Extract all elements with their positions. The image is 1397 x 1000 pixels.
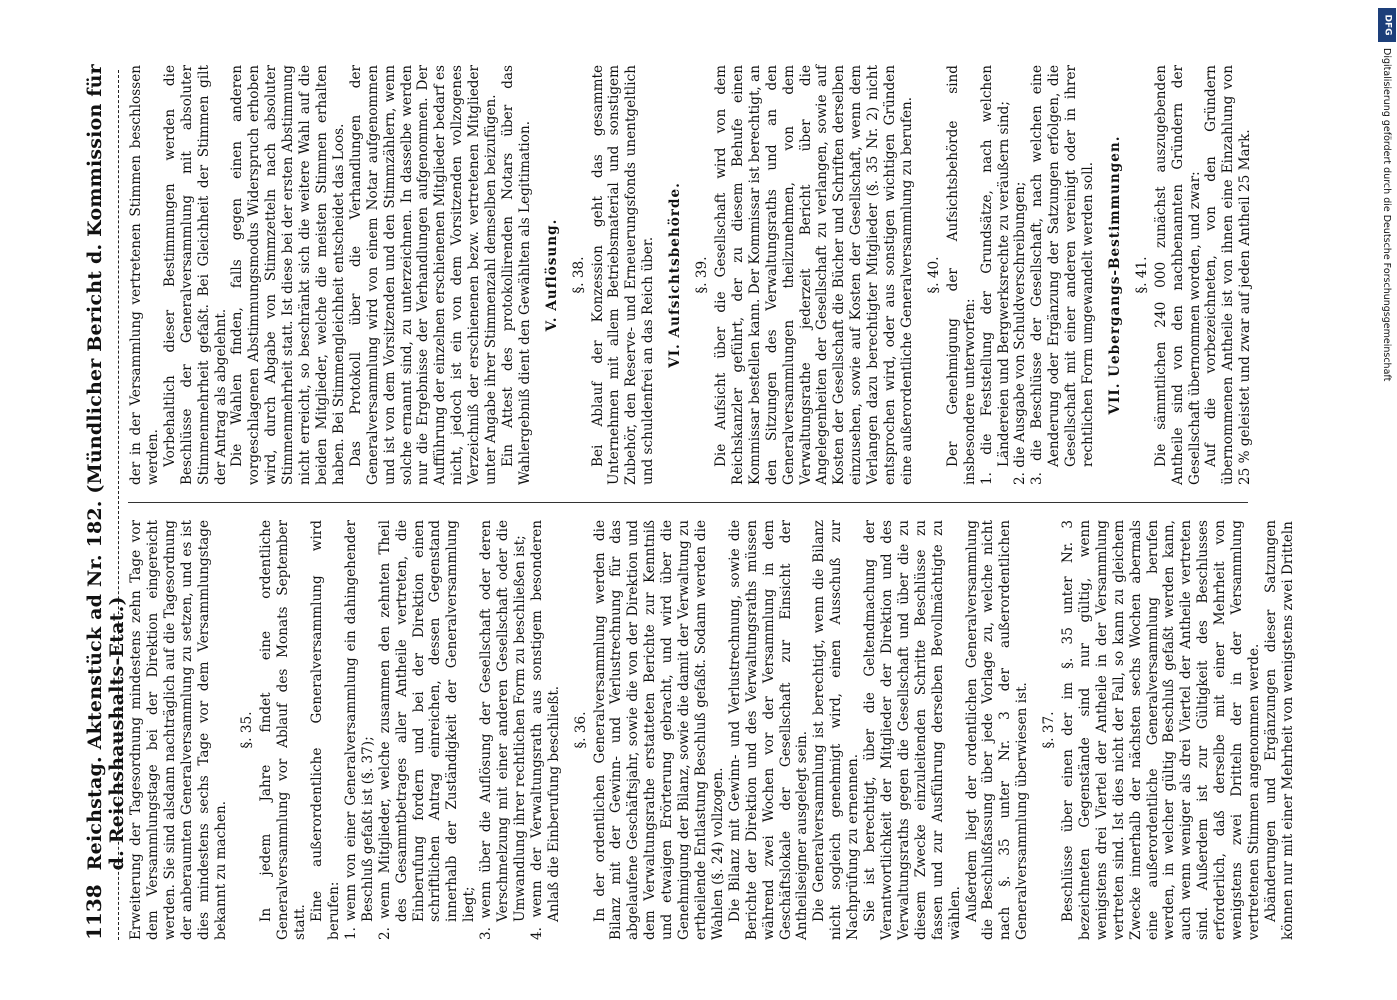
section-number: §. 40. [925,256,942,294]
list-item: 3. wenn über die Auflösung der Gesellschaft oder deren Verschmelzung mit einer anderen Gesellschaft oder die Umwandlung ihrer rechtlichen Form zu beschließen ist; [478,520,528,940]
page-title: Reichstag. Aktenstück ad Nr. 182. (Mündlicher Bericht d. Kommission für d. Reichshaushalts-Etat.) [84,64,128,871]
paragraph: Auf die vorbezeichneten, von den Gründern übernommenen Antheile ist von ihnen eine Einzahlung von 25 % geleistet und zwar auf jeden Antheil 25 Mark. [1203,65,1254,485]
paragraph: Die Bilanz mit Gewinn- und Verlustrechnung, sowie die Berichte der Direktion und des Verwaltungsraths müssen während zwei Wochen vor der Versammlung in dem Geschäftslokale der Gesellschaft zur Einsicht der Antheilseigner ausgelegt sein. [726,520,811,940]
section-number: §. 39. [694,256,711,294]
paragraph: Erweiterung der Tagesordnung mindestens zehn Tage vor dem Versammlungstage bei der Direktion eingereicht werden. Sie sind alsdann nachträglich auf die Tagesordnung der anberaumten Generalversammlung zu setzen, und es ist dies mindestens sechs Tage vor dem Versammlungstage bekannt zu machen. [128,520,229,940]
paragraph: Die Aufsicht über die Gesellschaft wird von dem Reichskanzler geführt, der zu diesem Behufe einen Kommissar bestellen kann. Der Kommissar ist berechtigt, an den Sitzungen des Verwaltungsraths und an den Generalversammlungen theilzunehmen, von dem Verwaltungsrathe jederzeit Bericht über die Angelegenheiten der Gesellschaft zu verlangen, sowie auf Kosten der Gesellschaft die Bücher und Schriften derselben einzusehen, sowie auf Kosten der Gesellschaft, wenn dem Verlangen dazu berechtigter Mitglieder (§. 35 Nr. 2) nicht entsprochen wird, oder aus sonstigen wichtigen Gründen eine außerordentliche Generalversammlung zu berufen. [713,65,915,485]
paragraph: der in der Versammlung vertretenen Stimmen beschlossen werden. [128,65,161,485]
list-item: 1. wenn von einer Generalversammlung ein dahingehender Beschluß gefaßt ist (§. 37); [342,520,376,940]
section-number: §. 38. [570,256,587,294]
section-heading: V. Auflösung. [543,218,560,332]
paragraph: Eine außerordentliche Generalversammlung wird berufen: [309,520,342,940]
paragraph: Beschlüsse über einen der im §. 35 unter Nr. 3 bezeichneten Gegenstände sind nur gültig, wenn wenigstens drei Viertel der Antheile in der Versammlung vertreten sind. Ist dies nicht der Fall, so kann zu gleichem Zwecke innerhalb der nächsten sechs Wochen abermals eine außerordentliche Generalversammlung berufen werden, in welcher gültig Beschluß gefaßt werden kann, auch wenn weniger als drei Viertel der Antheile vertreten sind. Außerdem ist zur Gültigkeit des Beschlusses erforderlich, daß derselbe mit einer Mehrheit von wenigstens zwei Dritteln der in der Versammlung vertretenen Stimmen angenommen werde. [1060,520,1262,940]
dfg-credit: Digitalisierung gefördert durch die Deutsche Forschungsgemeinschaft [1381,48,1392,382]
right-column [128,65,1254,485]
paragraph: Ein Attest des protokollirenden Notars über das Wahlergebniß dient den Gewählten als Legitimation. [499,65,533,485]
paragraph: Abänderungen und Ergänzungen dieser Satzungen können nur mit einer Mehrheit von wenigstens zwei Dritteln [1262,520,1296,940]
paragraph: Die sämmtlichen 240 000 zunächst auszugebenden Antheile sind von den nachbenannten Gründern der Gesellschaft übernommen worden, und zwar: [1152,65,1203,485]
paragraph: Bei Ablauf der Konzession geht das gesammte Unternehmen mit allem Betriebsmaterial und sonstigem Zubehör, den Reserve- und Erneuerungsfonds unentgeltlich und schuldenfrei an das Reich über. [589,65,657,485]
section-heading: VII. Uebergangs-Bestimmungen. [1106,135,1123,415]
paragraph: In jedem Jahre findet eine ordentliche Generalversammlung vor Ablauf des Monats September statt. [258,520,309,940]
section-number: §. 35. [239,711,256,749]
dfg-sidebar [1378,8,1396,992]
paragraph: In der ordentlichen Generalversammlung werden die Bilanz mit der Gewinn- und Verlustrechnung für das abgelaufene Geschäftsjahr, sowie die von der Direktion und dem Verwaltungsrathe erstatteten Berichte zur Kenntniß und etwaigen Erörterung gebracht, und wird über die Genehmigung der Bilanz, sowie die damit der Verwaltung zu ertheilende Entlastung Beschluß gefaßt. Sodann werden die Wahlen (§. 24) vollzogen. [591,520,726,940]
list-item: 4. wenn der Verwaltungsrath aus sonstigem besonderen Anlaß die Einberufung beschließt. [528,520,562,940]
section-number: §. 41. [1133,256,1150,294]
paragraph: Das Protokoll über die Verhandlungen der Generalversammlung wird von einem Notar aufgenommen und ist von dem Vorsitzenden und den Stimmzählern, wenn solche ernannt sind, zu unterzeichnen. In dasselbe werden nur die Ergebnisse der Verhandlungen aufgenommen. Der Aufführung der einzelnen erschienenen Mitglieder bedarf es nicht, jedoch ist ein von dem Vorsitzenden vollzogenes Verzeichniß der erschienenen bezw. vertretenen Mitglieder unter Angabe ihrer Stimmenzahl demselben beizufügen. [347,65,500,485]
paragraph: Die Generalversammlung ist berechtigt, wenn die Bilanz nicht sogleich genehmigt wird, einen Ausschuß zur Nachprüfung zu ernennen. [811,520,862,940]
section-heading: VI. Aufsichtsbehörde. [667,182,684,368]
section-number: §. 37. [1041,711,1058,749]
list-item: 3. die Beschlüsse der Gesellschaft, nach welchen eine Aenderung oder Ergänzung der Satzungen erfolgen, die Gesellschaft mit einer anderen vereinigt oder in ihrer rechtlichen Form umgewandelt werden soll. [1029,65,1097,485]
paragraph: Die Wahlen finden, falls gegen einen anderen vorgeschlagenen Abstimmungsmodus Widerspruch erhoben wird, durch Abgabe von Stimmzetteln nach absoluter Stimmenmehrheit statt. Ist diese bei der ersten Abstimmung nicht erreicht, so beschränkt sich die weitere Wahl auf die beiden Mitglieder, welche die meisten Stimmen erhalten haben. Bei Stimmengleichheit entscheidet das Loos. [229,65,347,485]
paragraph: Der Genehmigung der Aufsichtsbehörde sind insbesondere unterworfen: [944,65,978,485]
left-column [128,520,1296,940]
page-header [82,40,128,940]
dfg-logo: DFG [1378,8,1396,42]
list-item: 2. die Ausgabe von Schuldverschreibungen; [1012,181,1029,485]
paragraph: Außerdem liegt der ordentlichen Generalversammlung die Beschlußfassung über jede Vorlage zu, welche nicht nach §. 35 unter Nr. 3 der außerordentlichen Generalversammlung überwiesen ist. [963,520,1031,940]
column-divider [128,502,1248,503]
page-number: 1138 [82,884,106,940]
paragraph: Sie ist berechtigt, über die Geltendmachung der Verantwortlichkeit der Mitglieder der Direktion und des Verwaltungsraths gegen die Gesellschaft und über die zu diesem Zwecke einzuleitenden Schritte Beschlüsse zu fassen und zur Ausführung derselben Bevollmächtigte zu wählen. [862,520,963,940]
list-item: 2. wenn Mitglieder, welche zusammen den zehnten Theil des Gesammtbetrages aller Antheile vertreten, die Einberufung fordern und bei der Direktion einen schriftlichen Antrag einreichen, dessen Gegenstand innerhalb der Zuständigkeit der Generalversammlung liegt; [376,520,478,940]
paragraph: Vorbehaltlich dieser Bestimmungen werden die Beschlüsse der Generalversammlung mit absoluter Stimmenmehrheit gefaßt. Bei Gleichheit der Stimmen gilt der Antrag als abgelehnt. [161,65,229,485]
section-number: §. 36. [572,711,589,749]
list-item: 1. die Feststellung der Grundsätze, nach welchen Ländereien und Bergwerksrechte zu veräußern sind; [978,65,1012,485]
header-rule [118,70,119,940]
